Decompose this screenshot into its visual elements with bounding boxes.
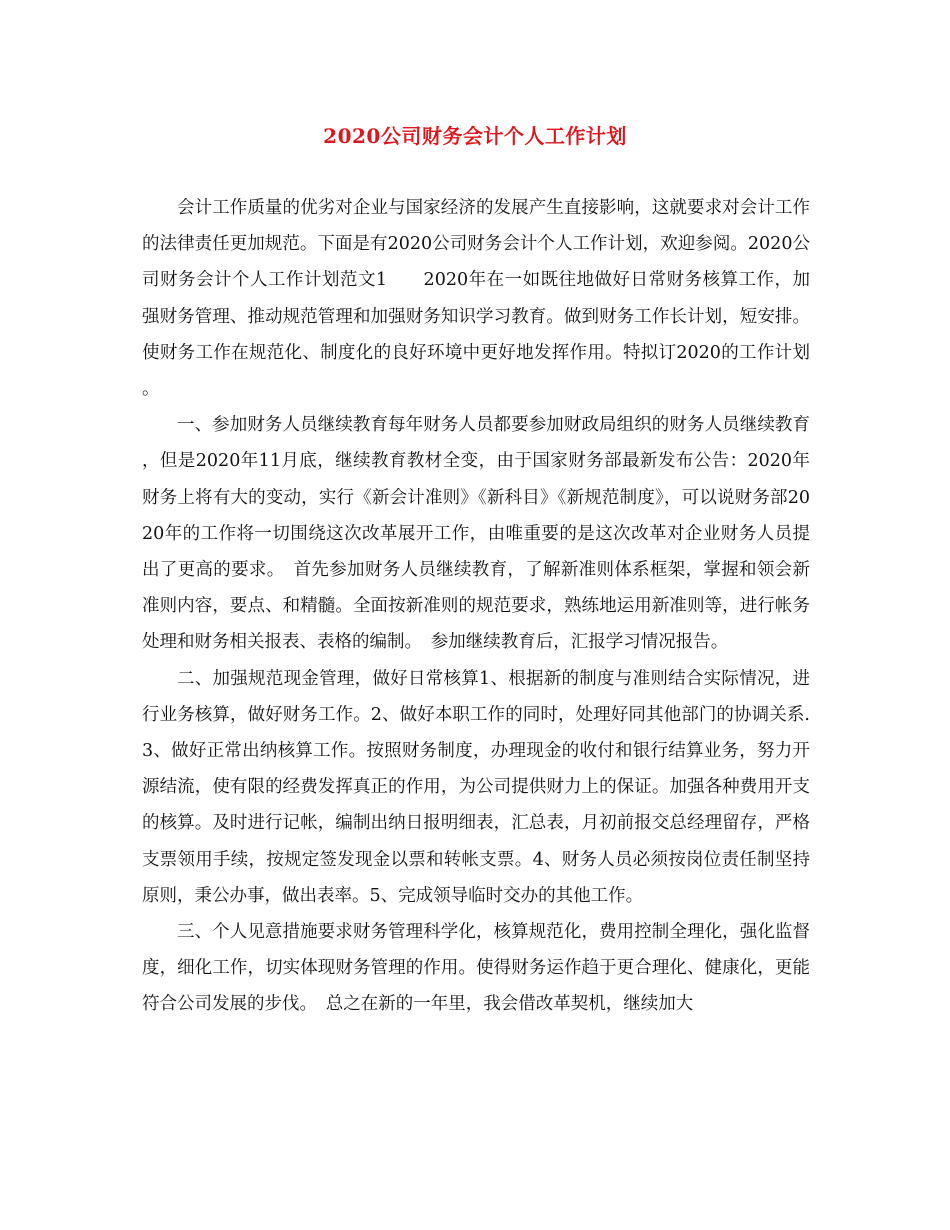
paragraph-section-2: 二、加强规范现金管理，做好日常核算1、根据新的制度与准则结合实际情况，进行业务核算，做好财务工作。2、做好本职工作的同时，处理好同其他部门的协调关系.3、做好正常出纳核算工作。按照财务制度，办理现金的收付和银行结算业务，努力开源结流，使有限的经费发挥真正的作用，为公司提供财力上的保证。加强各种费用开支的核算。及时进行记帐，编制出纳日报明细表，汇总表，月初前报交总经理留存，严格支票领用手续，按规定签发现金以票和转帐支票。4、财务人员必须按岗位责任制坚持原则，秉公办事，做出表率。5、完成领导临时交办的其他工作。 bbox=[142, 668, 810, 906]
paragraph-section-1: 一、参加财务人员继续教育每年财务人员都要参加财政局组织的财务人员继续教育，但是2020年11月底，继续教育教材全变，由于国家财务部最新发布公告：2020年财务上将有大的变动，实行《新会计准则》《新科目》《新规范制度》，可以说财务部2020年的工作将一切围绕这次改革展开工作，由唯重要的是这次改革对企业财务人员提出了更高的要求。 首先参加财务人员继续教育，了解新准则体系框架，掌握和领会新准则内容，要点、和精髓。全面按新准则的规范要求，熟练地运用新准则等，进行帐务处理和财务相关报表、表格的编制。 参加继续教育后，汇报学习情况报告。 bbox=[142, 415, 810, 653]
paragraph-intro: 会计工作质量的优劣对企业与国家经济的发展产生直接影响，这就要求对会计工作的法律责任更加规范。下面是有2020公司财务会计个人工作计划，欢迎参阅。2020公司财务会计个人工作计划范文1 2020年在一如既往地做好日常财务核算工作，加强财务管理、推动规范管理和加强财务知识学习教育。做到财务工作长计划，短安排。使财务工作在规范化、制度化的良好环境中更好地发挥作用。特拟订2020的工作计划。 bbox=[142, 198, 810, 400]
document-body bbox=[142, 190, 810, 1023]
paragraph-section-3: 三、个人见意措施要求财务管理科学化，核算规范化，费用控制全理化，强化监督度，细化工作，切实体现财务管理的作用。使得财务运作趋于更合理化、健康化，更能符合公司发展的步伐。 总之在新的一年里，我会借改革契机，继续加大 bbox=[142, 922, 810, 1015]
document-title: 2020公司财务会计个人工作计划 bbox=[323, 124, 627, 148]
